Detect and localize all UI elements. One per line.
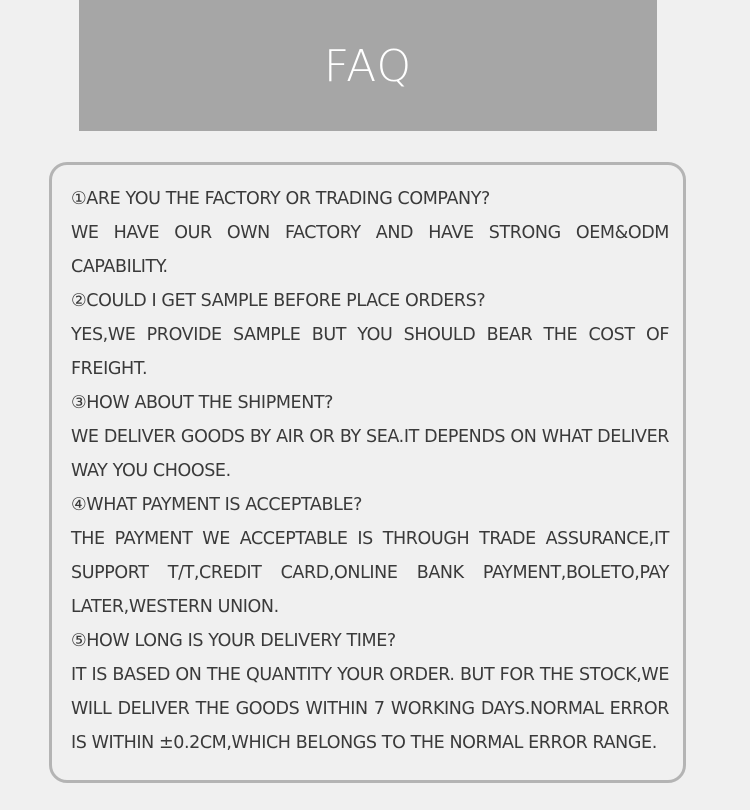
faq-answer-line: SUPPORT T/T,CREDIT CARD,ONLINE BANK PAYMENT,BOLETO,PAY xyxy=(71,563,669,583)
faq-question: ①ARE YOU THE FACTORY OR TRADING COMPANY? xyxy=(71,189,490,209)
header-banner xyxy=(79,0,657,131)
faq-text-block xyxy=(71,182,669,760)
faq-question: ④WHAT PAYMENT IS ACCEPTABLE? xyxy=(71,495,362,515)
faq-question: ⑤HOW LONG IS YOUR DELIVERY TIME? xyxy=(71,631,396,651)
faq-answer-line: IT IS BASED ON THE QUANTITY YOUR ORDER. BUT FOR THE STOCK,WE xyxy=(71,665,669,685)
faq-answer-line: IS WITHIN ±0.2CM,WHICH BELONGS TO THE NORMAL ERROR RANGE. xyxy=(71,733,657,753)
faq-answer-line: WE HAVE OUR OWN FACTORY AND HAVE STRONG OEM&ODM xyxy=(71,223,669,243)
faq-answer-line: FREIGHT. xyxy=(71,359,148,379)
faq-answer-line: YES,WE PROVIDE SAMPLE BUT YOU SHOULD BEAR THE COST OF xyxy=(71,325,669,345)
faq-answer-line: WILL DELIVER THE GOODS WITHIN 7 WORKING DAYS.NORMAL ERROR xyxy=(71,699,669,719)
faq-question: ③HOW ABOUT THE SHIPMENT? xyxy=(71,393,334,413)
page-title: FAQ xyxy=(323,41,413,92)
faq-answer-line: THE PAYMENT WE ACCEPTABLE IS THROUGH TRADE ASSURANCE,IT xyxy=(71,529,669,549)
faq-box xyxy=(49,162,686,783)
faq-answer-line: CAPABILITY. xyxy=(71,257,168,277)
faq-answer-line: LATER,WESTERN UNION. xyxy=(71,597,279,617)
faq-answer-line: WE DELIVER GOODS BY AIR OR BY SEA.IT DEPENDS ON WHAT DELIVER xyxy=(71,427,669,447)
faq-question: ②COULD I GET SAMPLE BEFORE PLACE ORDERS? xyxy=(71,291,486,311)
faq-answer-line: WAY YOU CHOOSE. xyxy=(71,461,231,481)
